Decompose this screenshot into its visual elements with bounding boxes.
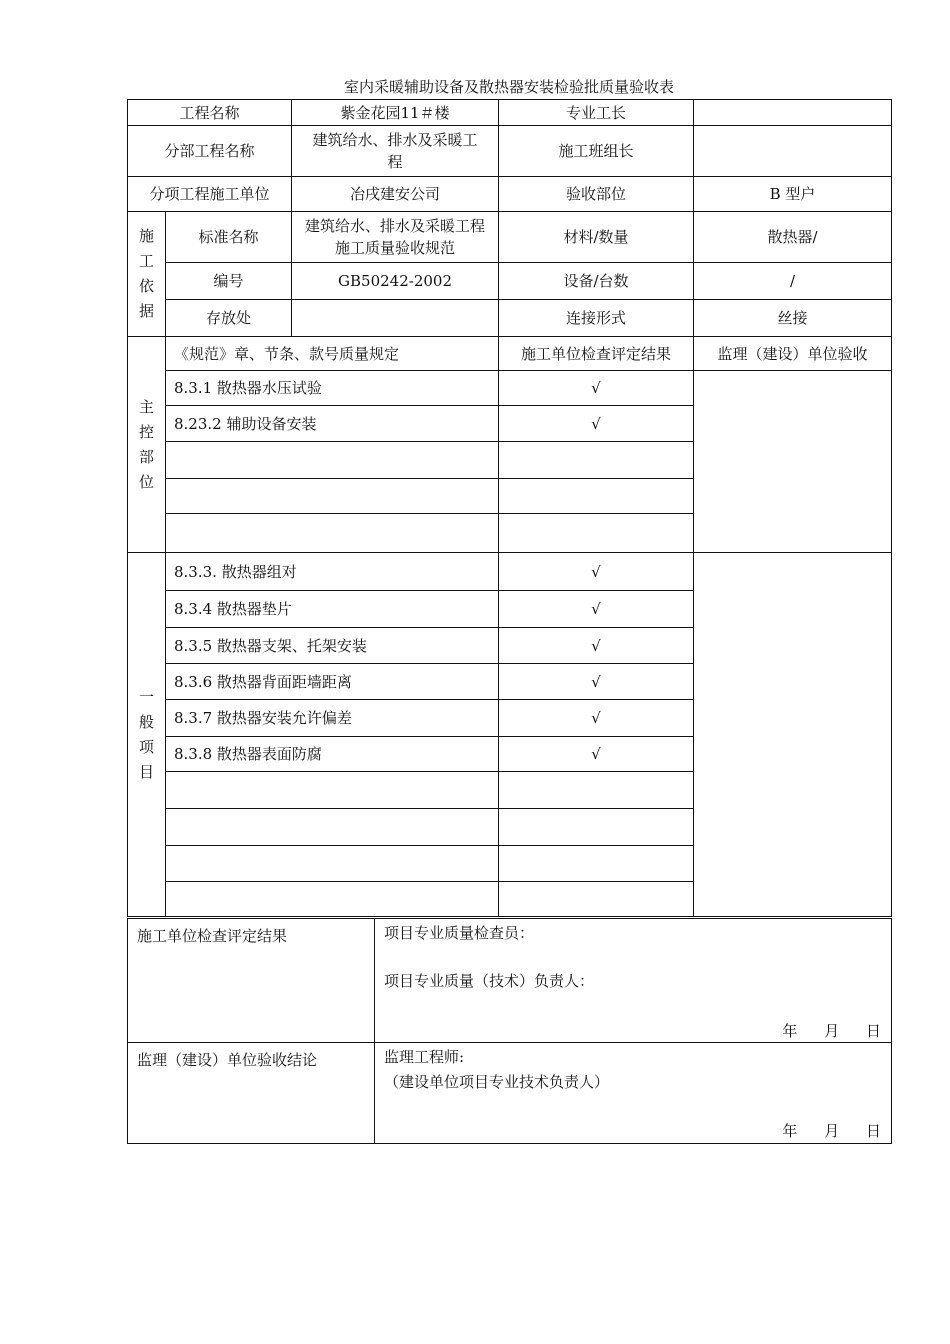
general-result	[499, 846, 694, 882]
date-year: 年	[782, 1022, 798, 1040]
standard-name-label: 标准名称	[166, 212, 292, 263]
general-char: 一	[138, 687, 154, 706]
team-leader-label: 施工班组长	[499, 126, 694, 177]
main-control-char: 位	[138, 472, 154, 491]
date-month: 月	[824, 1122, 840, 1140]
general-item: 8.3.7 散热器安装允许偏差	[166, 700, 499, 737]
quality-inspector-line: 项目专业质量检查员：	[384, 924, 535, 942]
basis-char: 依	[138, 277, 154, 295]
main-control-item	[166, 479, 499, 514]
main-control-section-label	[128, 337, 166, 553]
foreman-value	[694, 100, 892, 126]
general-item: 8.3.5 散热器支架、托架安装	[166, 628, 499, 664]
basis-char: 工	[138, 252, 154, 270]
code-label: 编号	[166, 263, 292, 300]
document-title: 室内采暖辅助设备及散热器安装检验批质量验收表	[343, 78, 674, 96]
quality-lead-line: 项目专业质量（技术）负责人：	[384, 972, 595, 990]
material-label: 材料/数量	[499, 212, 694, 263]
project-name-label: 工程名称	[128, 100, 292, 126]
date-year: 年	[782, 1122, 798, 1140]
general-char: 般	[138, 712, 154, 731]
sub-unit-value: 冶戌建安公司	[292, 177, 499, 212]
storage-value	[292, 300, 499, 337]
general-item: 8.3.3. 散热器组对	[166, 553, 499, 591]
basis-char: 据	[138, 302, 154, 320]
general-result	[499, 809, 694, 846]
general-result: √	[499, 664, 694, 700]
inspect-part-label: 验收部位	[499, 177, 694, 212]
storage-label: 存放处	[166, 300, 292, 337]
general-item: 8.3.4 散热器垫片	[166, 591, 499, 628]
sub-unit-label: 分项工程施工单位	[128, 177, 292, 212]
equipment-label: 设备/台数	[499, 263, 694, 300]
project-name-value: 紫金花园11＃楼	[292, 100, 499, 126]
team-leader-value	[694, 126, 892, 177]
foreman-label: 专业工长	[499, 100, 694, 126]
contractor-signoff-cell	[375, 919, 892, 1043]
connection-label: 连接形式	[499, 300, 694, 337]
date-day: 日	[865, 1022, 881, 1040]
division-label: 分部工程名称	[128, 126, 292, 177]
owner-rep-line: （建设单位项目专业技术负责人）	[384, 1073, 610, 1091]
general-result: √	[499, 628, 694, 664]
general-item: 8.3.6 散热器背面距墙距离	[166, 664, 499, 700]
general-item	[166, 846, 499, 882]
main-control-char: 主	[138, 397, 154, 416]
general-result: √	[499, 700, 694, 737]
date-day: 日	[865, 1122, 881, 1140]
contractor-result-label: 施工单位检查评定结果	[128, 919, 375, 1043]
general-item: 8.3.8 散热器表面防腐	[166, 737, 499, 772]
standard-name-value: 建筑给水、排水及采暖工程施工质量验收规范	[292, 212, 499, 263]
main-control-item	[166, 442, 499, 479]
general-item	[166, 882, 499, 917]
inspection-table	[127, 99, 892, 917]
contractor-date	[768, 1020, 881, 1042]
main-control-char: 部	[138, 447, 154, 466]
general-result: √	[499, 591, 694, 628]
spec-column-header: 《规范》章、节条、款号质量规定	[166, 337, 499, 371]
general-result: √	[499, 553, 694, 591]
supervising-engineer-line: 监理工程师:	[384, 1048, 465, 1066]
contractor-column-header: 施工单位检查评定结果	[499, 337, 694, 371]
supervisor-date	[768, 1120, 881, 1142]
date-month: 月	[824, 1022, 840, 1040]
main-control-item: 8.3.1 散热器水压试验	[166, 371, 499, 406]
general-supervisor-cell	[694, 553, 892, 917]
main-control-result: √	[499, 371, 694, 406]
main-control-result	[499, 514, 694, 553]
general-char: 目	[138, 762, 154, 781]
connection-value: 丝接	[694, 300, 892, 337]
general-result	[499, 772, 694, 809]
main-control-item	[166, 514, 499, 553]
main-control-result: √	[499, 406, 694, 442]
division-value: 建筑给水、排水及采暖工程	[292, 126, 499, 177]
main-control-item: 8.23.2 辅助设备安装	[166, 406, 499, 442]
supervisor-signoff-cell	[375, 1043, 892, 1144]
general-section-label	[128, 553, 166, 917]
equipment-value: /	[694, 263, 892, 300]
material-value: 散热器/	[694, 212, 892, 263]
general-result	[499, 882, 694, 917]
main-control-supervisor-cell	[694, 371, 892, 553]
general-item	[166, 809, 499, 846]
supervisor-conclusion-label: 监理（建设）单位验收结论	[128, 1043, 375, 1144]
basis-section-label	[128, 212, 166, 337]
inspect-part-value: B 型户	[694, 177, 892, 212]
general-result: √	[499, 737, 694, 772]
supervisor-column-header: 监理（建设）单位验收	[694, 337, 892, 371]
main-control-result	[499, 479, 694, 514]
main-control-result	[499, 442, 694, 479]
general-item	[166, 772, 499, 809]
basis-char: 施	[138, 227, 154, 245]
general-char: 项	[138, 737, 154, 756]
signoff-table	[127, 918, 892, 1144]
main-control-char: 控	[138, 422, 154, 441]
code-value: GB50242-2002	[292, 263, 499, 300]
